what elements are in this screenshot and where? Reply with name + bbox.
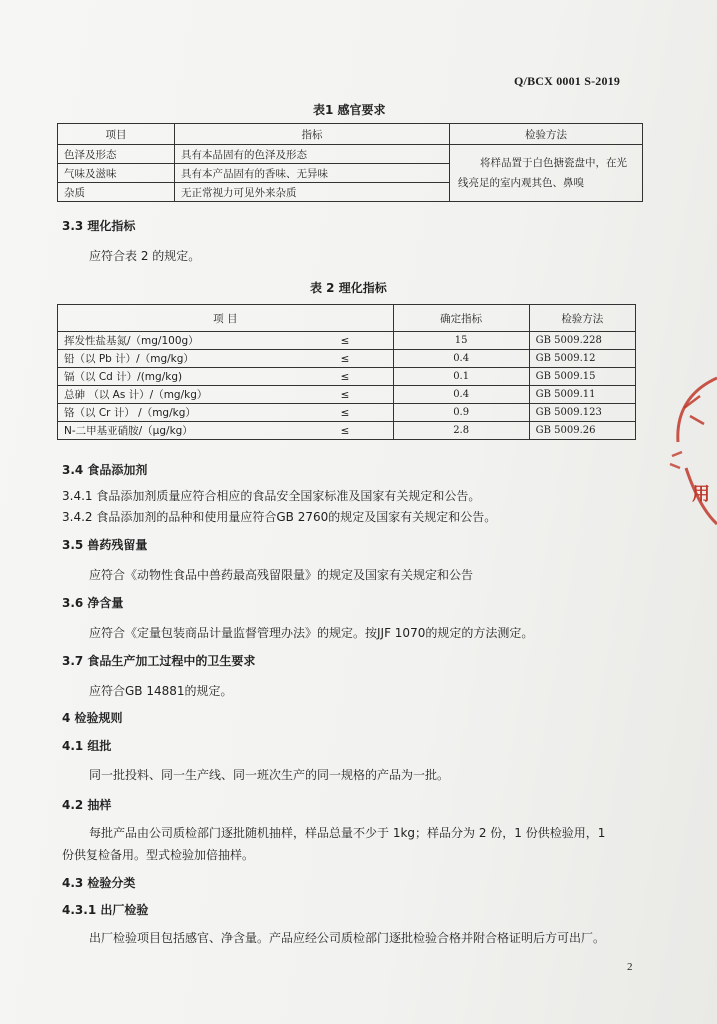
table-cell: 具有本品固有的色泽及形态 [175, 145, 450, 164]
section-text: 3.4.1 食品添加剂质量应符合相应的食品安全国家标准及国家有关规定和公告。 [62, 489, 481, 503]
sensory-requirements-table [57, 123, 643, 202]
section-text: 出厂检验项目包括感官、净含量。产品应经公司质检部门逐批检验合格并附合格证明后方可出厂。 [89, 931, 606, 945]
section-heading: 4.3.1 出厂检验 [62, 903, 149, 917]
section-text: 每批产品由公司质检部门逐批随机抽样，样品总量不少于 1kg；样品分为 2 份，1 份供检验用，1 [89, 826, 606, 840]
table-row [58, 404, 636, 422]
table-cell: GB 5009.123 [529, 404, 635, 422]
table-cell: 0.4 [393, 350, 529, 368]
table-cell: 镉（以 Cd 计）/(mg/kg) [58, 368, 335, 386]
table-header-cell: 检验方法 [450, 124, 643, 145]
table-cell: GB 5009.26 [529, 422, 635, 440]
table1-caption: 表1 感官要求 [313, 103, 386, 117]
table-header-row [58, 305, 636, 332]
page-number: 2 [627, 961, 633, 973]
section-text: 3.4.2 食品添加剂的品种和使用量应符合GB 2760的规定及国家有关规定和公告。 [62, 510, 497, 524]
table-cell: ≤ [335, 350, 394, 368]
section-heading: 3.6 净含量 [62, 596, 124, 610]
table-cell: 总砷 （以 As 计）/（mg/kg） [58, 386, 335, 404]
table-cell: 铅（以 Pb 计）/（mg/kg） [58, 350, 335, 368]
table-header-row [58, 124, 643, 145]
section-heading: 4.1 组批 [62, 739, 112, 753]
table-cell: 无正常视力可见外来杂质 [175, 183, 450, 202]
section-text: 应符合《动物性食品中兽药最高残留限量》的规定及国家有关规定和公告 [89, 568, 474, 582]
table-cell: ≤ [335, 332, 394, 350]
table-cell: ≤ [335, 368, 394, 386]
table-header-cell: 确定指标 [393, 305, 529, 332]
table-row [58, 368, 636, 386]
table-cell: 杂质 [58, 183, 175, 202]
table-cell: GB 5009.11 [529, 386, 635, 404]
table-cell: 具有本产品固有的香味、无异味 [175, 164, 450, 183]
table-cell: GB 5009.15 [529, 368, 635, 386]
seal-text: 用 [692, 484, 710, 505]
table2-caption: 表 2 理化指标 [310, 281, 387, 295]
table-row [58, 386, 636, 404]
table-cell: 0.9 [393, 404, 529, 422]
section-heading: 4.3 检验分类 [62, 876, 136, 890]
table-cell: N-二甲基亚硝胺/（μg/kg） [58, 422, 335, 440]
physicochemical-table [57, 304, 636, 440]
section-text: 应符合GB 14881的规定。 [89, 684, 233, 698]
table-header-cell: 检验方法 [529, 305, 635, 332]
table-header-cell: 指标 [175, 124, 450, 145]
seal-glyph-strokes [670, 452, 682, 468]
section-heading: 3.3 理化指标 [62, 219, 136, 233]
table-cell: ≤ [335, 386, 394, 404]
table-cell: 0.4 [393, 386, 529, 404]
method-line: 线亮足的室内观其色、鼻嗅 [458, 177, 584, 189]
section-text: 应符合表 2 的规定。 [89, 249, 201, 263]
table-cell: 色泽及形态 [58, 145, 175, 164]
table-cell: ≤ [335, 422, 394, 440]
table-cell: 0.1 [393, 368, 529, 386]
table-cell: 2.8 [393, 422, 529, 440]
table-cell: ≤ [335, 404, 394, 422]
table-cell: 挥发性盐基氮/（mg/100g） [58, 332, 335, 350]
table-cell: 气味及滋味 [58, 164, 175, 183]
table-cell: 15 [393, 332, 529, 350]
red-seal-fragment [660, 372, 717, 532]
table-row [58, 145, 643, 164]
table-header-cell: 项 目 [58, 305, 394, 332]
table-row [58, 350, 636, 368]
section-heading: 4.2 抽样 [62, 798, 112, 812]
table-cell: GB 5009.12 [529, 350, 635, 368]
section-heading: 3.7 食品生产加工过程中的卫生要求 [62, 654, 256, 668]
table-row [58, 332, 636, 350]
section-heading: 3.4 食品添加剂 [62, 463, 148, 477]
table-cell: 铬（以 Cr 计） /（mg/kg） [58, 404, 335, 422]
section-text: 应符合《定量包装商品计量监督管理办法》的规定。按JJF 1070的规定的方法测定。 [89, 626, 534, 640]
table-cell: GB 5009.228 [529, 332, 635, 350]
section-text: 同一批投料、同一生产线、同一班次生产的同一规格的产品为一批。 [89, 768, 450, 782]
table-header-cell: 项目 [58, 124, 175, 145]
document-code: Q/BCX 0001 S-2019 [514, 74, 621, 88]
method-line: 将样品置于白色搪瓷盘中，在光 [480, 157, 627, 169]
section-heading: 3.5 兽药残留量 [62, 538, 148, 552]
method-cell [450, 145, 643, 202]
section-text: 份供复检备用。型式检验加倍抽样。 [62, 848, 255, 862]
section-heading: 4 检验规则 [62, 711, 123, 725]
table-row [58, 422, 636, 440]
